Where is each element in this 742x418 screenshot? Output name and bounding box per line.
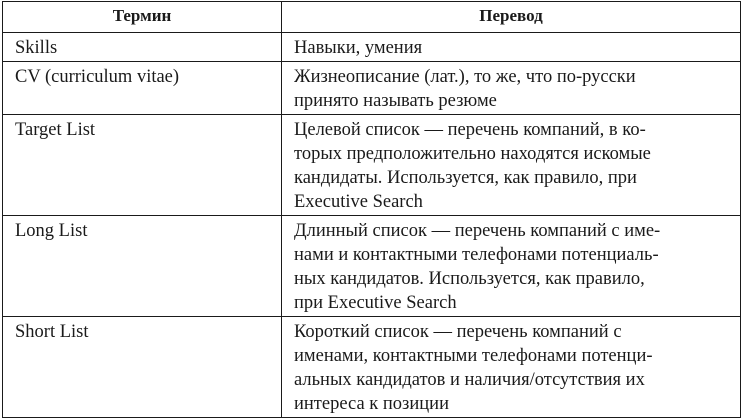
translation-line: кандидаты. Используется, как правило, при — [294, 168, 637, 188]
table-row — [3, 62, 741, 115]
term-column-header: Термин — [3, 2, 282, 33]
header-row — [3, 2, 741, 33]
translation-line: торых предположительно находятся искомые — [294, 144, 651, 164]
term-text: Short List — [15, 322, 89, 342]
term-cell — [3, 115, 282, 216]
translation-line: Короткий список — перечень компаний с — [294, 322, 622, 342]
translation-line: интереса к позиции — [294, 394, 449, 414]
glossary-table — [2, 1, 741, 418]
translation-line: ных кандидатов. Используется, как правило, — [294, 269, 645, 289]
translation-column-header: Перевод — [282, 2, 741, 33]
translation-line: альных кандидатов и наличия/отсутствия их — [294, 370, 645, 390]
table-row — [3, 33, 741, 62]
translation-cell — [282, 317, 741, 418]
term-cell — [3, 216, 282, 317]
translation-line: Целевой список — перечень компаний, в ко- — [294, 120, 646, 140]
translation-line: нами и контактными телефонами потенциаль- — [294, 245, 659, 265]
term-cell — [3, 62, 282, 115]
translation-cell — [282, 33, 741, 62]
translation-cell — [282, 216, 741, 317]
translation-line: Длинный список — перечень компаний с име- — [294, 221, 661, 241]
term-text: Long List — [15, 221, 88, 241]
term-text: Skills — [15, 38, 58, 58]
term-cell — [3, 317, 282, 418]
table-row — [3, 115, 741, 216]
translation-line: именами, контактными телефонами потенци- — [294, 346, 653, 366]
table-row — [3, 216, 741, 317]
translation-line: Навыки, умения — [294, 38, 423, 58]
table-row — [3, 317, 741, 418]
translation-line: Жизнеописание (лат.), то же, что по-русски — [294, 67, 636, 87]
translation-line: при Executive Search — [294, 293, 457, 313]
translation-cell — [282, 62, 741, 115]
term-text: Target List — [15, 120, 96, 140]
term-text: CV (curriculum vitae) — [15, 67, 180, 87]
translation-line: Executive Search — [294, 192, 423, 212]
translation-cell — [282, 115, 741, 216]
term-cell — [3, 33, 282, 62]
translation-line: принято называть резюме — [294, 91, 497, 111]
